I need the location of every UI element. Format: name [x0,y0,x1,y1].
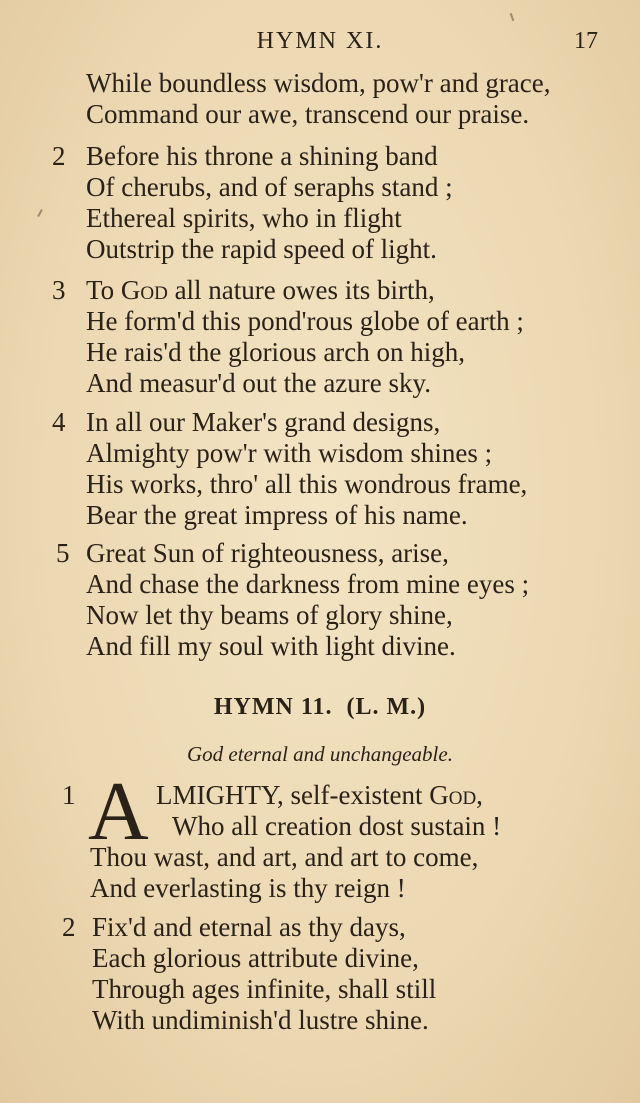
verse-line: While boundless wisdom, pow'r and grace, [86,68,551,98]
verse-line: His works, thro' all this wondrous frame, [86,469,528,499]
hymn-title: HYMN 11. [213,694,333,720]
verse-line [86,275,435,305]
verse-line: He rais'd the glorious arch on high, [86,337,466,367]
stanza-number: 1 [62,780,76,810]
verse-line: He form'd this pond'rous globe of earth ; [86,306,524,336]
hymn-heading [0,694,640,721]
verse-line: Great Sun of righteousness, arise, [86,538,449,568]
verse-line: Fix'd and eternal as thy days, [92,912,406,942]
hymn-meter: (L. M.) [346,694,427,720]
stanza-number: 4 [52,407,66,437]
running-title: HYMN XI. [256,28,384,54]
drop-cap: A [88,765,149,858]
verse-line: Ethereal spirits, who in flight [86,203,402,233]
stanza-number: 2 [52,141,66,171]
verse-line: And measur'd out the azure sky. [86,368,432,398]
divine-name: God [120,275,168,305]
verse-line: Command our awe, transcend our praise. [86,99,530,129]
text-run: LMIGHTY, self-existent [156,780,430,810]
text-run: To [86,275,121,305]
verse-line: Almighty pow'r with wisdom shines ; [86,438,493,468]
divine-name: God [429,780,477,810]
verse-line: In all our Maker's grand designs, [86,407,441,437]
ink-smudge [510,13,515,21]
running-head [0,28,640,58]
hymn-subtitle: God eternal and unchangeable. [187,742,453,766]
verse-line: Through ages infinite, shall still [92,974,437,1004]
verse-line: And everlasting is thy reign ! [90,873,406,903]
text-run: , [476,780,483,810]
verse-line: Bear the great impress of his name. [86,500,468,530]
verse-line: Thou wast, and art, and art to come, [90,842,479,872]
verse-line: Now let thy beams of glory shine, [86,600,453,630]
verse-line: Each glorious attribute divine, [92,943,419,973]
page-number: 17 [574,28,598,54]
stanza-number: 5 [56,538,70,568]
verse-line: And chase the darkness from mine eyes ; [86,569,530,599]
text-run: all nature owes its birth, [167,275,435,305]
stanza-number: 3 [52,275,66,305]
verse-line: Of cherubs, and of seraphs stand ; [86,172,453,202]
verse-line: And fill my soul with light divine. [86,631,456,661]
ink-smudge [37,209,43,217]
verse-line: With undiminish'd lustre shine. [92,1005,429,1035]
stanza-number: 2 [62,912,76,942]
verse-line: Who all creation dost sustain ! [172,811,502,841]
verse-line: Outstrip the rapid speed of light. [86,234,437,264]
verse-line: Before his throne a shining band [86,141,438,171]
verse-line [156,780,483,810]
